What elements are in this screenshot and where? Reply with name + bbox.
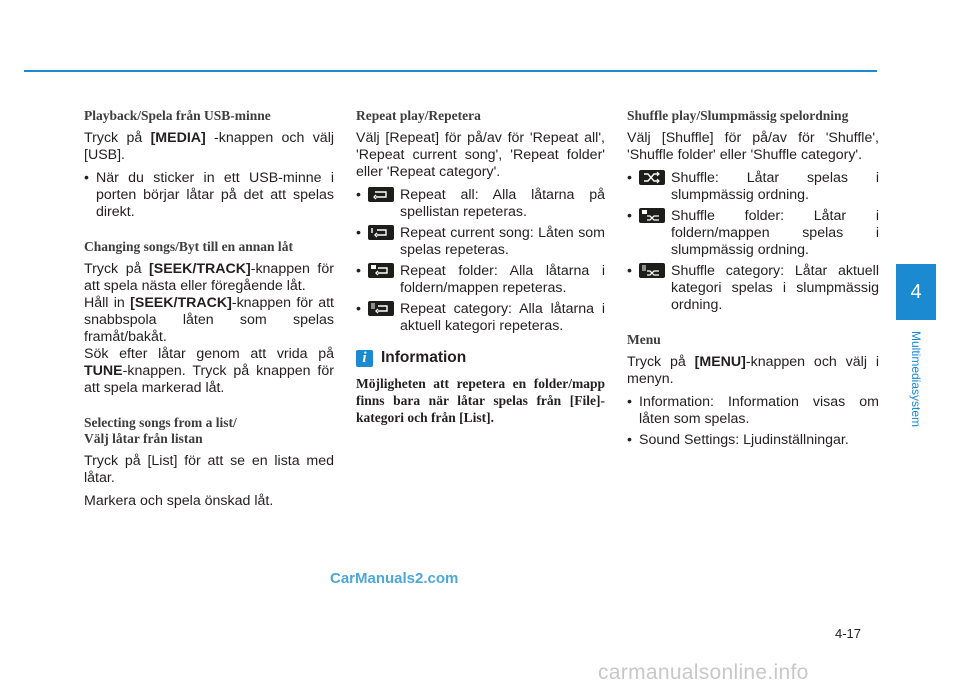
usb-paragraph: Tryck på [MEDIA] -knappen och välj [USB]. <box>84 130 334 163</box>
mark-paragraph: Markera och spela önskad låt. <box>84 493 274 509</box>
list-item: • Shuffle category: Låtar aktuell kategori spelas i slumpmässig ordning. <box>627 263 879 314</box>
info-icon: i <box>356 350 373 367</box>
menu-list <box>627 394 879 449</box>
tune-key: TUNE <box>84 363 123 379</box>
repeat-heading: Repeat play/Repetera <box>356 108 481 123</box>
seek-paragraph: Tryck på [SEEK/TRACK]-knappen för att spela nästa eller föregående låt. <box>84 261 334 294</box>
usb-bullets <box>84 170 334 221</box>
column-middle <box>356 108 605 426</box>
list-item: • Sound Settings: Ljudinställningar. <box>627 432 879 449</box>
list-item: • Repeat all: Alla låtarna på spellistan repeteras. <box>356 187 605 221</box>
seek-key: [SEEK/TRACK] <box>130 295 232 311</box>
list-item: • När du sticker in ett USB-minne i porten börjar låtar på det att spelas direkt. <box>84 170 334 221</box>
shuffle-folder-icon <box>639 208 665 223</box>
changing-songs-heading: Changing songs/Byt till en annan låt <box>84 239 293 254</box>
list-item: • Repeat current song: Låten som spelas repeteras. <box>356 225 605 259</box>
shuffle-intro: Välj [Shuffle] för på/av för 'Shuffle', 'Shuffle folder' eller 'Shuffle category'. <box>627 130 879 163</box>
list-item: • Shuffle: Låtar spelas i slumpmässig ordning. <box>627 170 879 204</box>
list-item: • Information: Information visas om låten som spelas. <box>627 394 879 428</box>
menu-key: [MENU] <box>694 354 746 370</box>
shuffle-heading: Shuffle play/Slumpmässig spelordning <box>627 108 849 123</box>
information-title: Information <box>381 349 467 366</box>
information-header <box>356 349 605 367</box>
menu-paragraph: Tryck på [MENU]-knappen och välj i menyn. <box>627 354 879 387</box>
shuffle-category-icon <box>639 263 665 278</box>
list-item: • Shuffle folder: Låtar i foldern/mappen spelas i slumpmässig ordning. <box>627 208 879 259</box>
shuffle-icon <box>639 170 665 185</box>
usb-playback-heading: Playback/Spela från USB-minne <box>84 108 271 123</box>
repeat-intro: Välj [Repeat] för på/av för 'Repeat all', 'Repeat current song', 'Repeat folder' eller 'Repeat category'. <box>356 130 605 180</box>
page-number: 4-17 <box>835 626 862 641</box>
repeat-song-icon <box>368 225 394 240</box>
seek-hold-paragraph: Håll in [SEEK/TRACK]-knappen för att snabbspola låten som spelas framåt/bakåt. <box>84 295 334 345</box>
media-key: [MEDIA] <box>150 130 206 146</box>
list-item: • Repeat folder: Alla låtarna i foldern/mappen repeteras. <box>356 263 605 297</box>
column-left <box>84 108 334 516</box>
menu-heading: Menu <box>627 332 661 347</box>
chapter-tab: 4 <box>896 264 936 320</box>
list-paragraph: Tryck på [List] för att se en lista med låtar. <box>84 453 334 486</box>
top-rule <box>24 70 877 72</box>
repeat-list <box>356 187 605 335</box>
shuffle-list <box>627 170 879 314</box>
chapter-title: Multimediasystem <box>909 331 923 428</box>
watermark-top: CarManuals2.com <box>330 570 459 587</box>
column-right <box>627 108 879 455</box>
select-songs-heading: Selecting songs from a list/ Välj låtar från listan <box>84 415 237 446</box>
seek-key: [SEEK/TRACK] <box>149 261 251 277</box>
repeat-folder-icon <box>368 263 394 278</box>
information-body: Möjligheten att repetera en folder/mapp finns bara när låtar spelas från [File]-kategori och från [List]. <box>356 376 605 425</box>
list-item: • Repeat category: Alla låtarna i aktuell kategori repeteras. <box>356 301 605 335</box>
tune-paragraph: Sök efter låtar genom att vrida på TUNE-knappen. Tryck på knappen för att spela markerad låt. <box>84 346 334 396</box>
repeat-all-icon <box>368 187 394 202</box>
watermark-bottom: carmanualsonline.info <box>598 661 809 684</box>
repeat-category-icon <box>368 301 394 316</box>
